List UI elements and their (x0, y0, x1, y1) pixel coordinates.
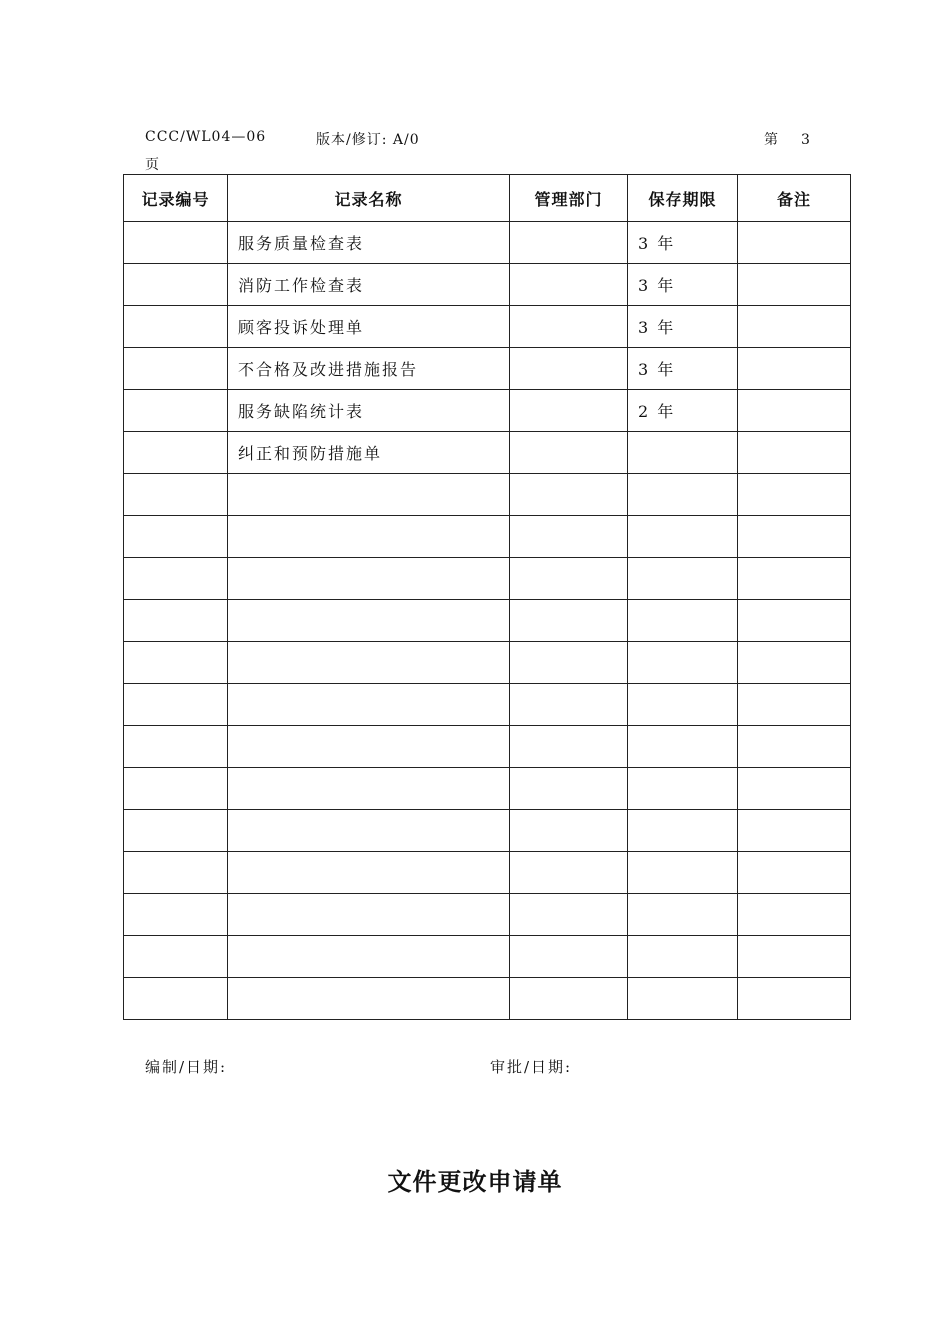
cell-record-name (228, 852, 510, 894)
header-remarks: 备注 (738, 175, 851, 222)
table-row (124, 642, 851, 684)
cell-retention-period (628, 978, 738, 1020)
table-row (124, 432, 851, 474)
cell-remarks (738, 894, 851, 936)
cell-record-name (228, 726, 510, 768)
cell-department (510, 936, 628, 978)
table-row (124, 894, 851, 936)
cell-retention-period (628, 516, 738, 558)
cell-record-name (228, 600, 510, 642)
cell-record-code (124, 852, 228, 894)
cell-retention-period (628, 726, 738, 768)
cell-remarks (738, 348, 851, 390)
cell-department (510, 474, 628, 516)
cell-retention-period (628, 936, 738, 978)
cell-retention-period (628, 558, 738, 600)
cell-remarks (738, 936, 851, 978)
header-retention-period: 保存期限 (628, 175, 738, 222)
revision-info: 版本/修订: A/0 (316, 132, 420, 148)
cell-remarks (738, 306, 851, 348)
cell-retention-period (628, 684, 738, 726)
table-row (124, 516, 851, 558)
cell-remarks (738, 264, 851, 306)
cell-record-name: 纠正和预防措施单 (228, 432, 510, 474)
cell-record-name: 服务质量检查表 (228, 222, 510, 264)
cell-record-code (124, 348, 228, 390)
cell-remarks (738, 852, 851, 894)
cell-department (510, 810, 628, 852)
cell-retention-period (628, 894, 738, 936)
cell-remarks (738, 642, 851, 684)
cell-retention-period: 3 年 (628, 264, 738, 306)
table-body (124, 222, 851, 1020)
cell-department (510, 222, 628, 264)
cell-record-name (228, 894, 510, 936)
cell-retention-period: 2 年 (628, 390, 738, 432)
cell-department (510, 558, 628, 600)
table-row (124, 768, 851, 810)
cell-retention-period (628, 600, 738, 642)
cell-remarks (738, 810, 851, 852)
table-row (124, 348, 851, 390)
cell-remarks (738, 600, 851, 642)
cell-retention-period: 3 年 (628, 306, 738, 348)
table-row (124, 810, 851, 852)
cell-record-code (124, 390, 228, 432)
cell-record-code (124, 516, 228, 558)
records-table (123, 174, 851, 1020)
cell-department (510, 978, 628, 1020)
table-row (124, 306, 851, 348)
header-record-name: 记录名称 (228, 175, 510, 222)
cell-retention-period (628, 474, 738, 516)
cell-department (510, 348, 628, 390)
cell-record-name (228, 684, 510, 726)
cell-department (510, 726, 628, 768)
cell-remarks (738, 978, 851, 1020)
page-number: 3 (801, 132, 811, 148)
cell-department (510, 852, 628, 894)
table-row (124, 936, 851, 978)
table-row (124, 222, 851, 264)
prepared-by-date-label: 编制/日期: (145, 1058, 228, 1076)
cell-record-code (124, 684, 228, 726)
cell-record-code (124, 558, 228, 600)
cell-record-code (124, 978, 228, 1020)
page-suffix: 页 (145, 157, 160, 173)
cell-record-name (228, 474, 510, 516)
cell-department (510, 894, 628, 936)
page-prefix: 第 (764, 132, 779, 148)
table-row (124, 600, 851, 642)
header-record-code: 记录编号 (124, 175, 228, 222)
cell-record-name: 消防工作检查表 (228, 264, 510, 306)
cell-department (510, 264, 628, 306)
cell-record-code (124, 474, 228, 516)
cell-record-code (124, 726, 228, 768)
cell-remarks (738, 474, 851, 516)
table-row (124, 978, 851, 1020)
cell-department (510, 768, 628, 810)
cell-record-code (124, 768, 228, 810)
cell-department (510, 390, 628, 432)
table-row (124, 852, 851, 894)
cell-department (510, 516, 628, 558)
cell-record-code (124, 432, 228, 474)
cell-remarks (738, 558, 851, 600)
cell-record-name (228, 978, 510, 1020)
cell-record-name: 服务缺陷统计表 (228, 390, 510, 432)
cell-record-code (124, 642, 228, 684)
cell-record-name (228, 810, 510, 852)
cell-record-code (124, 894, 228, 936)
cell-record-name (228, 558, 510, 600)
cell-record-code (124, 600, 228, 642)
cell-record-name (228, 768, 510, 810)
cell-remarks (738, 390, 851, 432)
page-indicator (764, 129, 811, 149)
table-row (124, 264, 851, 306)
cell-remarks (738, 684, 851, 726)
cell-record-name: 不合格及改进措施报告 (228, 348, 510, 390)
header-department: 管理部门 (510, 175, 628, 222)
cell-record-name (228, 936, 510, 978)
table-row (124, 390, 851, 432)
cell-record-name (228, 642, 510, 684)
cell-remarks (738, 726, 851, 768)
cell-retention-period (628, 432, 738, 474)
table-header-row (124, 175, 851, 222)
cell-retention-period (628, 810, 738, 852)
next-form-title: 文件更改申请单 (387, 1168, 563, 1196)
cell-record-code (124, 264, 228, 306)
cell-retention-period (628, 768, 738, 810)
approved-by-date-label: 审批/日期: (490, 1058, 573, 1076)
cell-department (510, 600, 628, 642)
table-row (124, 474, 851, 516)
cell-retention-period: 3 年 (628, 348, 738, 390)
cell-record-name: 顾客投诉处理单 (228, 306, 510, 348)
cell-remarks (738, 222, 851, 264)
cell-retention-period: 3 年 (628, 222, 738, 264)
cell-record-code (124, 222, 228, 264)
table-row (124, 726, 851, 768)
cell-remarks (738, 516, 851, 558)
cell-department (510, 642, 628, 684)
cell-retention-period (628, 852, 738, 894)
cell-retention-period (628, 642, 738, 684)
cell-record-code (124, 936, 228, 978)
cell-record-code (124, 306, 228, 348)
table-row (124, 684, 851, 726)
cell-remarks (738, 768, 851, 810)
cell-record-name (228, 516, 510, 558)
cell-department (510, 432, 628, 474)
cell-department (510, 306, 628, 348)
table-row (124, 558, 851, 600)
cell-department (510, 684, 628, 726)
cell-record-code (124, 810, 228, 852)
cell-remarks (738, 432, 851, 474)
document-code: CCC/WL04—06 (145, 129, 267, 145)
